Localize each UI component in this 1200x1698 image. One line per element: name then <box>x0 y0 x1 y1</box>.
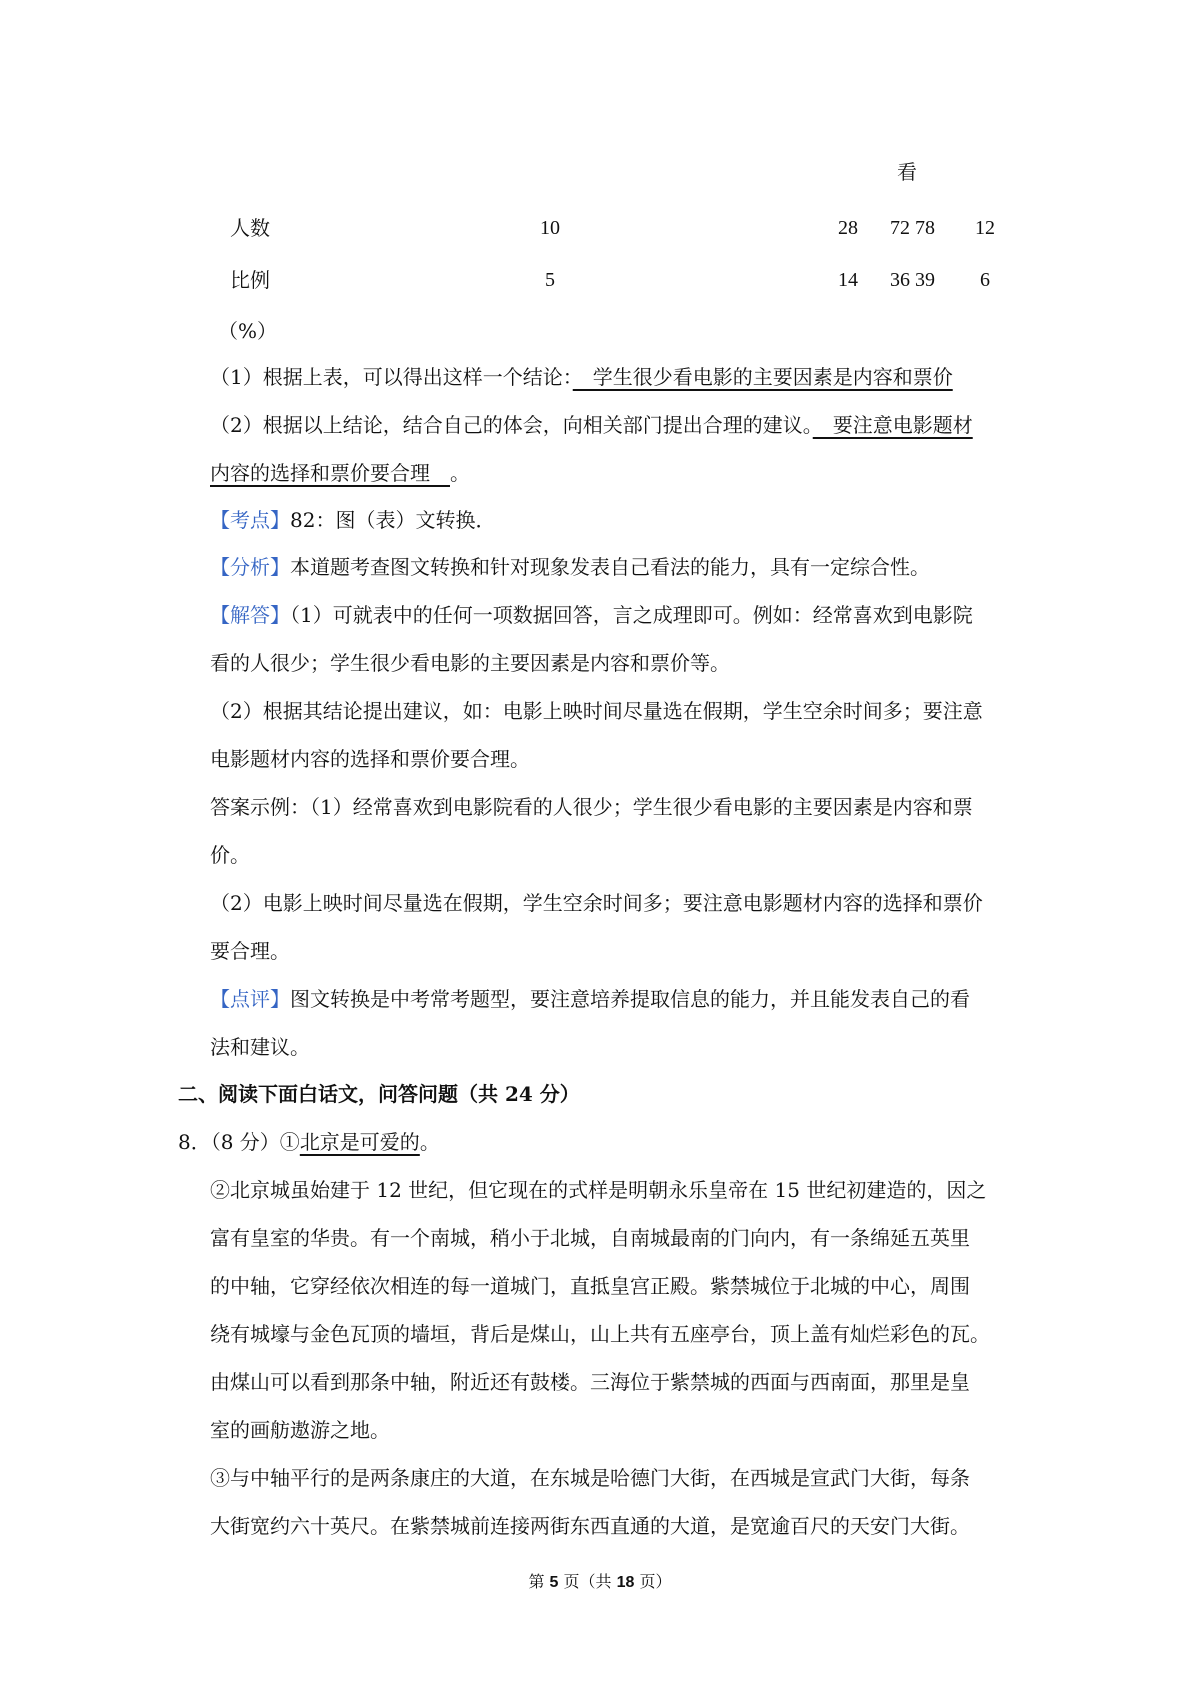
question-1 <box>210 362 953 392</box>
passage-line: ②北京城虽始建于 12 世纪，但它现在的式样是明朝永乐皇帝在 15 世纪初建造的，因之 <box>210 1178 987 1202</box>
dianping-tag: 【点评】 <box>210 987 290 1011</box>
footer-pre: 第 <box>528 1572 545 1591</box>
fenxi-text: 本道题考查图文转换和针对现象发表自己看法的能力，具有一定综合性。 <box>290 555 930 579</box>
question-2-answer-line-2: 内容的选择和票价要合理 <box>210 461 450 485</box>
dianping-line-2: 法和建议。 <box>210 1035 310 1059</box>
jieda-line-1 <box>210 600 973 630</box>
percent-label: （%） <box>218 319 278 343</box>
table-cell: 72 78 <box>890 217 935 239</box>
dianping-text: 图文转换是中考常考题型，要注意培养提取信息的能力，并且能发表自己的看 <box>290 987 970 1011</box>
kaodian-line <box>210 505 495 535</box>
passage-line: 富有皇室的华贵。有一个南城，稍小于北城，自南城最南的门向内，有一条绵延五英里 <box>210 1226 970 1250</box>
footer-mid: 页（共 <box>563 1572 612 1591</box>
table-cell: 36 39 <box>890 269 935 291</box>
question-2-continued <box>210 458 470 488</box>
question-8-heading <box>178 1127 440 1157</box>
footer-page-number: 5 <box>549 1574 559 1591</box>
jieda-line-2: 看的人很少；学生很少看电影的主要因素是内容和票价等。 <box>210 651 730 675</box>
table-cell: 10 <box>540 217 560 239</box>
table-header-fragment: 看 <box>897 160 917 184</box>
question-8-underlined: 北京是可爱的 <box>299 1130 420 1154</box>
question-2-answer-line-1: 要注意电影题材 <box>812 413 973 437</box>
footer-post: 页） <box>639 1572 672 1591</box>
dianping-line-1 <box>210 984 970 1014</box>
jieda-line-8: 要合理。 <box>210 939 290 963</box>
table-cell: 14 <box>838 269 858 291</box>
table-cell: 6 <box>980 269 990 291</box>
kaodian-tag: 【考点】 <box>210 508 290 532</box>
table-cell: 5 <box>545 269 555 291</box>
kaodian-text: 82：图（表）文转换． <box>290 508 496 532</box>
section-2-title: 二、阅读下面白话文，问答问题（共 24 分） <box>178 1082 580 1106</box>
passage-line: 绕有城壕与金色瓦顶的墙垣，背后是煤山，山上共有五座亭台，顶上盖有灿烂彩色的瓦。 <box>210 1322 990 1346</box>
passage-line: 大街宽约六十英尺。在紫禁城前连接两街东西直通的大道，是宽逾百尺的天安门大街。 <box>210 1514 970 1538</box>
question-8-number: 8．（8 分）① <box>178 1130 300 1154</box>
passage-line: ③与中轴平行的是两条康庄的大道，在东城是哈德门大街，在西城是宣武门大街，每条 <box>210 1466 970 1490</box>
jieda-text: （1）可就表中的任何一项数据回答，言之成理即可。例如：经常喜欢到电影院 <box>290 603 973 627</box>
table-row-label: 人数 <box>230 216 270 240</box>
question-1-prompt: （1）根据上表，可以得出这样一个结论： <box>210 365 573 389</box>
jieda-line-6: 价。 <box>210 843 250 867</box>
question-2-suffix: 。 <box>450 461 470 485</box>
question-8-suffix: 。 <box>419 1130 440 1154</box>
fenxi-line <box>210 552 930 582</box>
table-cell: 12 <box>975 217 995 239</box>
jieda-tag: 【解答】 <box>210 603 290 627</box>
jieda-line-5: 答案示例：（1）经常喜欢到电影院看的人很少；学生很少看电影的主要因素是内容和票 <box>210 795 973 819</box>
table-cell: 28 <box>838 217 858 239</box>
question-2-prompt: （2）根据以上结论，结合自己的体会，向相关部门提出合理的建议。 <box>210 413 813 437</box>
footer-total-pages: 18 <box>616 1574 635 1591</box>
passage-line: 由煤山可以看到那条中轴，附近还有鼓楼。三海位于紫禁城的西面与西南面，那里是皇 <box>210 1370 970 1394</box>
jieda-line-7: （2）电影上映时间尽量选在假期，学生空余时间多；要注意电影题材内容的选择和票价 <box>210 891 983 915</box>
passage-line: 的中轴，它穿经依次相连的每一道城门，直抵皇宫正殿。紫禁城位于北城的中心，周围 <box>210 1274 970 1298</box>
passage-line: 室的画舫遨游之地。 <box>210 1418 390 1442</box>
jieda-line-3: （2）根据其结论提出建议，如：电影上映时间尽量选在假期，学生空余时间多；要注意 <box>210 699 983 723</box>
jieda-line-4: 电影题材内容的选择和票价要合理。 <box>210 747 530 771</box>
page-footer <box>0 1570 1200 1595</box>
question-2 <box>210 410 973 440</box>
fenxi-tag: 【分析】 <box>210 555 290 579</box>
question-1-answer: 学生很少看电影的主要因素是内容和票价 <box>572 365 953 389</box>
table-row-label: 比例 <box>230 268 270 292</box>
